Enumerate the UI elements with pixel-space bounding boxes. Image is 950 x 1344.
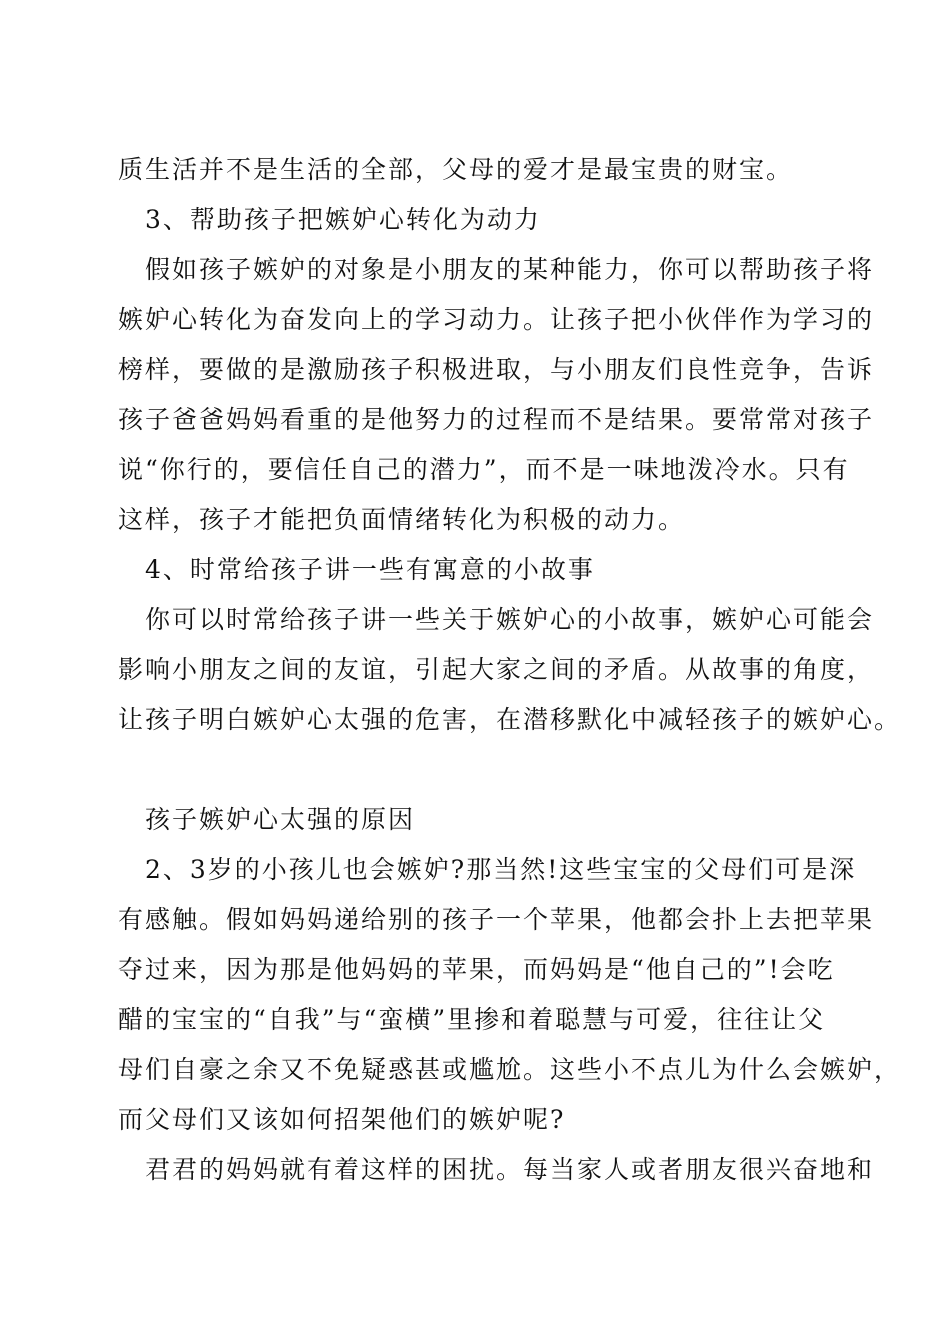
- paragraph-line: 嫉妒心转化为奋发向上的学习动力。让孩子把小伙伴作为学习的: [118, 305, 875, 334]
- paragraph-line: 榜样，要做的是激励孩子积极进取，与小朋友们良性竞争，告诉: [118, 355, 875, 384]
- paragraph-line: 醋的宝宝的“自我”与“蛮横”里掺和着聪慧与可爱，往往让父: [118, 1005, 826, 1034]
- paragraph-line: 而父母们又该如何招架他们的嫉妒呢?: [118, 1105, 566, 1134]
- paragraph-line: 你可以时常给孩子讲一些关于嫉妒心的小故事，嫉妒心可能会: [145, 605, 875, 634]
- paragraph-line: 质生活并不是生活的全部，父母的爱才是最宝贵的财宝。: [118, 155, 794, 184]
- section-heading: 3、帮助孩子把嫉妒心转化为动力: [145, 205, 541, 234]
- paragraph-line: 说“你行的，要信任自己的潜力”，而不是一味地泼冷水。只有: [118, 455, 850, 484]
- paragraph-line: 这样，孩子才能把负面情绪转化为积极的动力。: [118, 505, 686, 534]
- paragraph-line: 假如孩子嫉妒的对象是小朋友的某种能力，你可以帮助孩子将: [145, 255, 875, 284]
- paragraph-line: 2、3岁的小孩儿也会嫉妒?那当然!这些宝宝的父母们可是深: [145, 855, 857, 884]
- paragraph-line: 影响小朋友之间的友谊，引起大家之间的矛盾。从故事的角度，: [118, 655, 875, 684]
- section-title: 孩子嫉妒心太强的原因: [145, 805, 416, 834]
- paragraph-line: 有感触。假如妈妈递给别的孩子一个苹果，他都会扑上去把苹果: [118, 905, 875, 934]
- paragraph-line: 夺过来，因为那是他妈妈的苹果，而妈妈是“他自己的”!会吃: [118, 955, 835, 984]
- paragraph-line: 君君的妈妈就有着这样的困扰。每当家人或者朋友很兴奋地和: [145, 1155, 875, 1184]
- section-heading: 4、时常给孩子讲一些有寓意的小故事: [145, 555, 595, 584]
- paragraph-line: 让孩子明白嫉妒心太强的危害，在潜移默化中减轻孩子的嫉妒心。: [118, 705, 902, 734]
- paragraph-line: 母们自豪之余又不免疑惑甚或尴尬。这些小不点儿为什么会嫉妒，: [118, 1055, 902, 1084]
- paragraph-line: 孩子爸爸妈妈看重的是他努力的过程而不是结果。要常常对孩子: [118, 405, 875, 434]
